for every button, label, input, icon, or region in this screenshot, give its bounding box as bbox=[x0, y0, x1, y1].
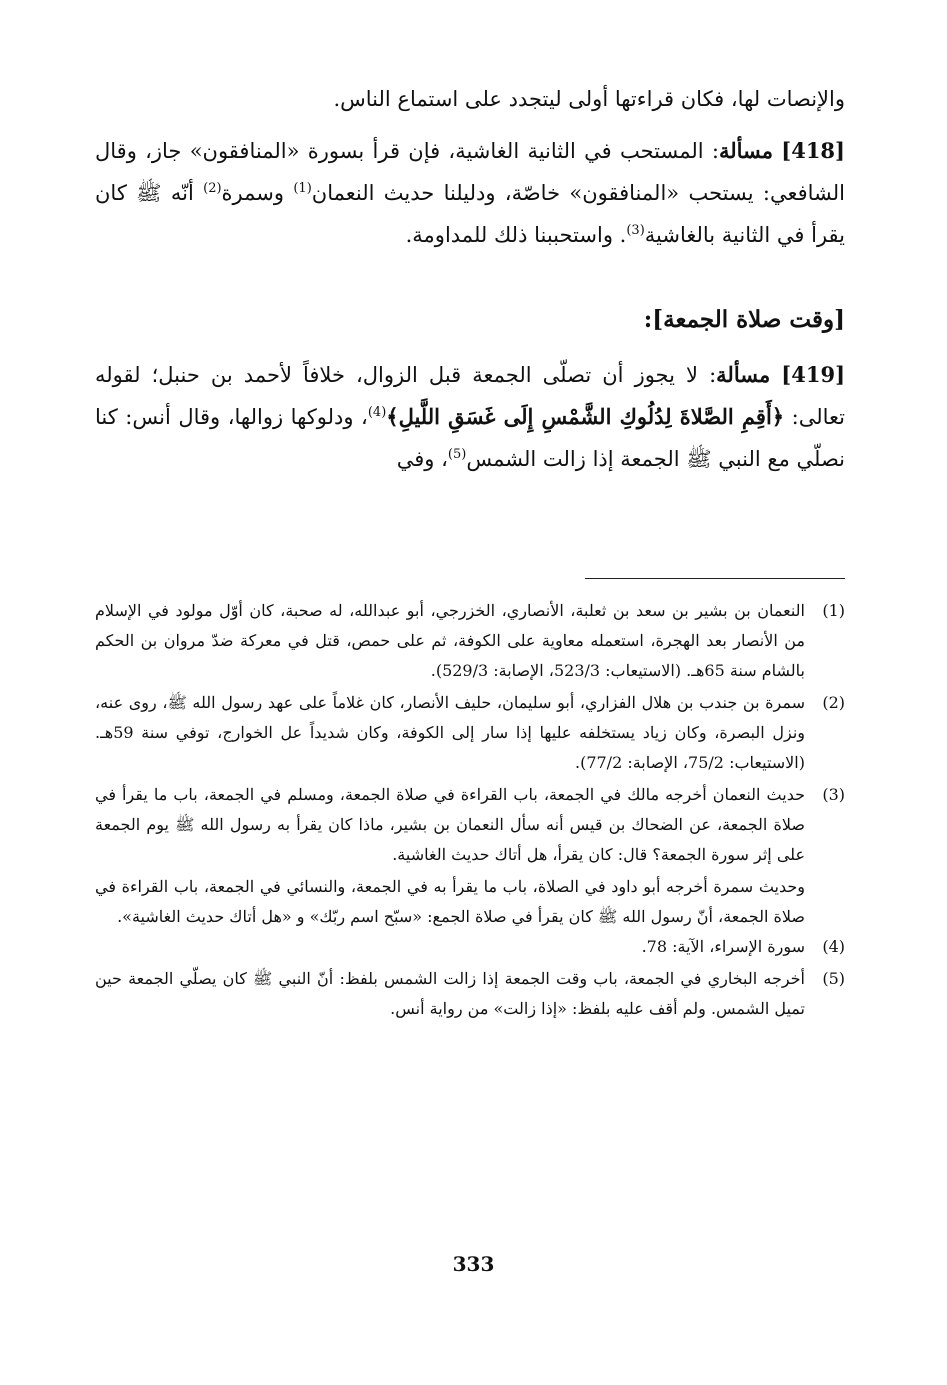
footnote-number: (1) bbox=[822, 601, 845, 620]
footnote-ref[interactable]: (1) bbox=[293, 181, 312, 196]
footnote-text: سمرة بن جندب بن هلال الفزاري، أبو سليمان، حليف الأنصار، كان غلاماً على عهد رسول الله ﷺ، روى عنه، ونزل البصرة، وكان زياد يستخلفه عليها إذا سار إلى الكوفة، وكان شديداً عل الخوارج، توفي سنة 59هـ. (الاستيعاب: 75/2، الإصابة: 77/2). bbox=[95, 693, 806, 772]
footnote-text: سورة الإسراء، الآية: 78. bbox=[641, 937, 805, 956]
footnotes bbox=[95, 596, 845, 1026]
issue-text: ، ودلوكها زوالها، وقال أنس: كنا نصلّي مع النبي ﷺ الجمعة إذا زالت الشمس bbox=[95, 405, 845, 471]
issue-number: [418] bbox=[781, 138, 845, 163]
quran-verse: ﴿أَقِمِ الصَّلاةَ لِدُلُوكِ الشَّمْسِ إِلَى غَسَقِ اللَّيلِ﴾ bbox=[386, 404, 785, 429]
issue-text: : لا يجوز أن تصلّى الجمعة قبل الزوال، خلافاً لأحمد بن حنبل؛ لقوله تعالى: bbox=[95, 363, 845, 429]
issue-keyword: مسألة bbox=[718, 138, 773, 163]
footnote-ref[interactable]: (2) bbox=[203, 181, 222, 196]
footnote-number: (4) bbox=[822, 937, 845, 956]
footnote-2 bbox=[95, 688, 845, 778]
footnote-ref[interactable]: (4) bbox=[367, 405, 387, 420]
issue-419 bbox=[95, 354, 845, 480]
footnote-3-continuation: وحديث سمرة أخرجه أبو داود في الصلاة، باب ما يقرأ به في الجمعة، والنسائي في الجمعة، باب القراءة في صلاة الجمعة، أنّ رسول الله ﷺ كان يقرأ في صلاة الجمع: «سبّح اسم ربّك» و «هل أتاك حديث الغاشية». bbox=[95, 877, 805, 926]
issue-text: . واستحببنا ذلك للمداومة. bbox=[405, 223, 627, 247]
issue-text: وسمرة bbox=[221, 181, 294, 205]
issue-418 bbox=[95, 130, 845, 256]
footnote-text: حديث النعمان أخرجه مالك في الجمعة، باب القراءة في صلاة الجمعة، ومسلم في الجمعة، باب ما يقرأ في صلاة الجمعة، عن الضحاك بن قيس أنه سأل النعمان بن بشير، ماذا كان يقرأ به رسول الله ﷺ يوم الجمعة على إثر سورة الجمعة؟ قال: كان يقرأ، هل أتاك حديث الغاشية. bbox=[95, 785, 805, 864]
page-number: 333 bbox=[452, 1252, 495, 1276]
issue-text: : المستحب في الثانية الغاشية، فإن قرأ بسورة «المنافقون» جاز، وقال الشافعي: يستحب «المنافقون» خاصّة، ودليلنا حديث النعمان bbox=[95, 139, 845, 205]
footnote-1 bbox=[95, 596, 845, 686]
footnote-text: أخرجه البخاري في الجمعة، باب وقت الجمعة إذا زالت الشمس بلفظ: أنّ النبي ﷺ كان يصلّي الجمعة حين تميل الشمس. ولم أقف عليه بلفظ: «إذا زالت» من رواية أنس. bbox=[95, 969, 805, 1018]
issue-keyword: مسألة bbox=[716, 362, 771, 387]
footnote-ref[interactable]: (5) bbox=[447, 447, 467, 462]
issue-text: ، وفي bbox=[396, 447, 448, 471]
issue-text: أنّه ﷺ كان يقرأ في الثانية بالغاشية bbox=[95, 181, 845, 247]
section-heading: [وقت صلاة الجمعة]: bbox=[643, 306, 845, 333]
footnote-text: النعمان بن بشير بن سعد بن ثعلبة، الأنصاري، الخزرجي، أبو عبدالله، له صحبة، كان أوّل مولود في الإسلام من الأنصار بعد الهجرة، استعمله معاوية على الكوفة، ثم على حمص، قتل في معركة ضدّ مروان بن الحكم بالشام سنة 65هـ. (الاستيعاب: 523/3، الإصابة: 529/3). bbox=[95, 601, 805, 680]
issue-number: [419] bbox=[781, 362, 845, 387]
footnote-number: (3) bbox=[822, 785, 845, 804]
intro-line: والإنصات لها، فكان قراءتها أولى ليتجدد على استماع الناس. bbox=[333, 87, 845, 111]
footnote-3 bbox=[95, 780, 845, 870]
main-text bbox=[95, 78, 845, 480]
footnote-ref[interactable]: (3) bbox=[626, 223, 645, 238]
footnote-number: (2) bbox=[822, 693, 845, 712]
footnote-number: (5) bbox=[822, 969, 845, 988]
footnote-4 bbox=[95, 932, 845, 962]
footnote-divider bbox=[585, 578, 845, 579]
footnote-5 bbox=[95, 964, 845, 1024]
